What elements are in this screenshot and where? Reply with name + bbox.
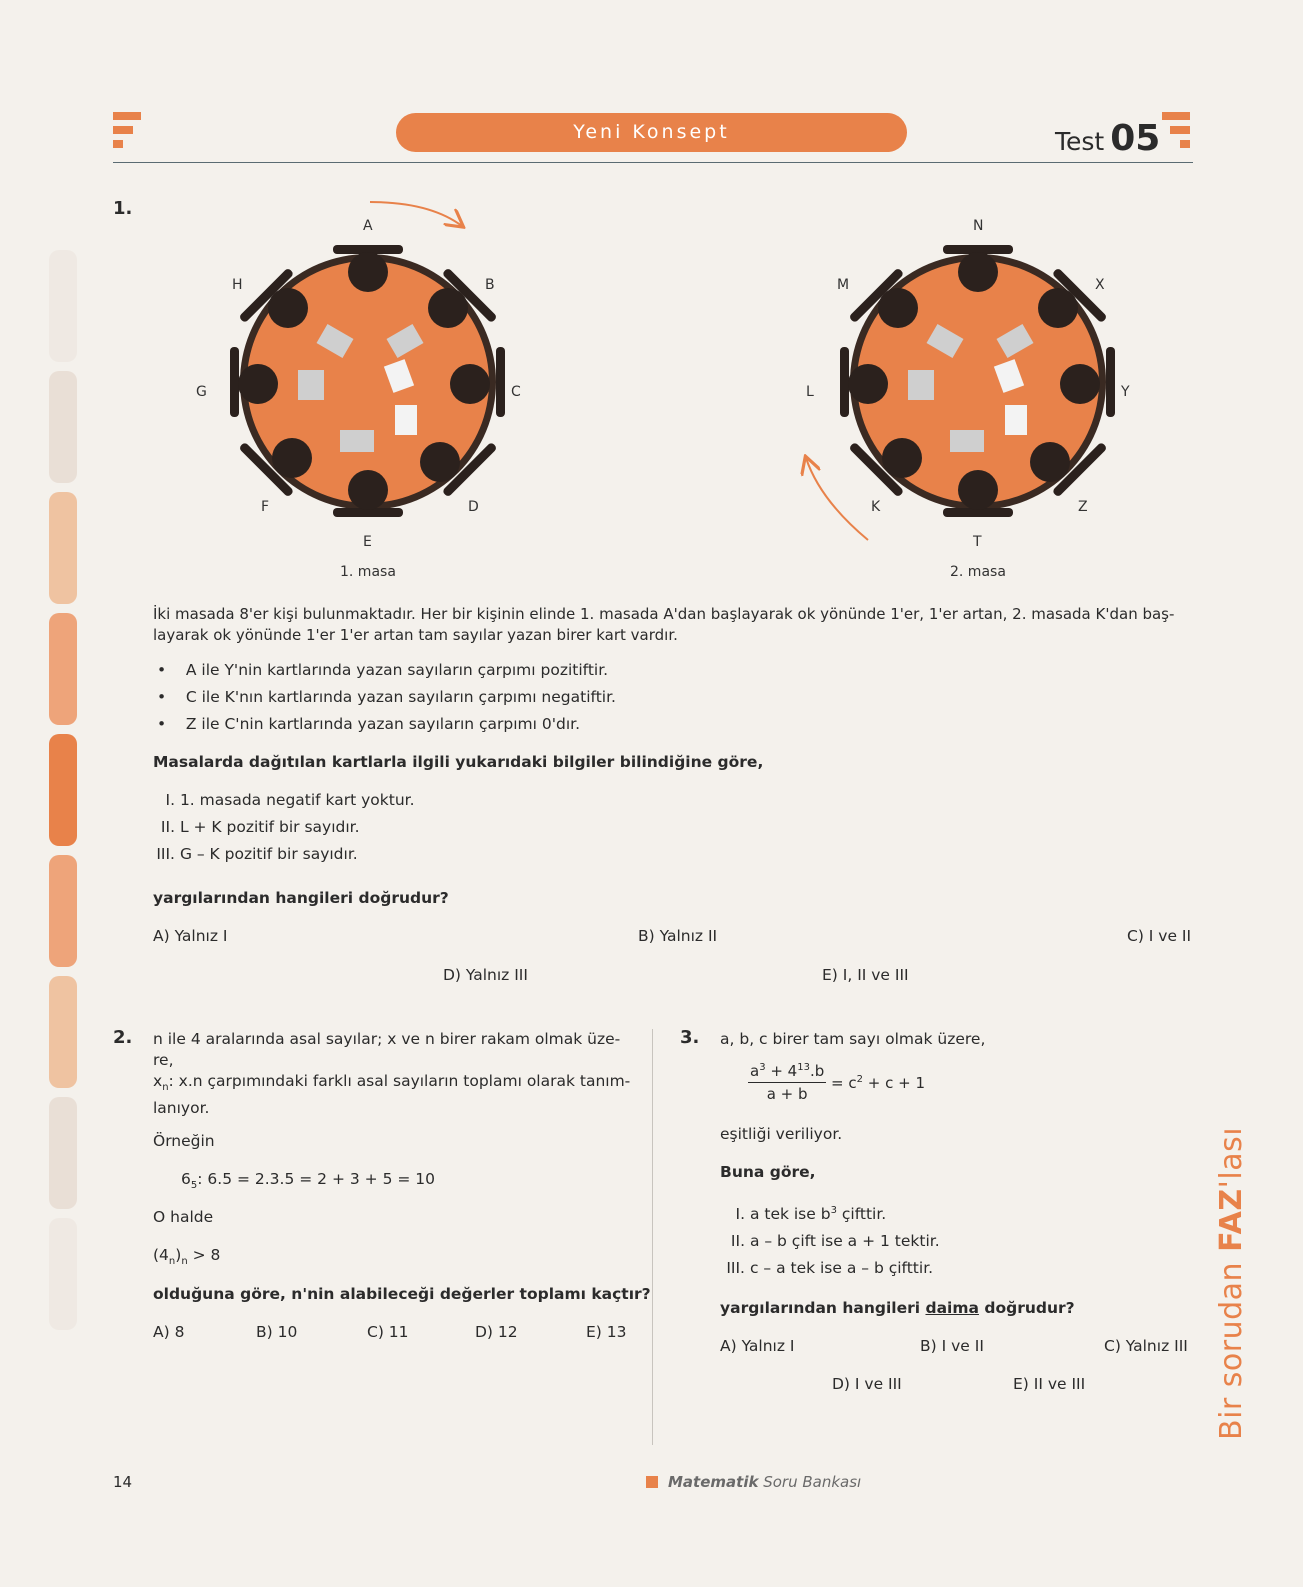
- q2-line: lanıyor.: [153, 1099, 210, 1118]
- statement-item: II. a – b çift ise a + 1 tektir.: [730, 1232, 940, 1251]
- question-2-question: olduğuna göre, n'nin alabileceği değerler toplamı kaçtır?: [153, 1285, 651, 1303]
- q3-option-c[interactable]: C) Yalnız III: [1104, 1337, 1188, 1355]
- side-tab-4: [49, 613, 77, 725]
- seat-label-B: B: [485, 277, 495, 293]
- seat-label-L: L: [806, 384, 814, 400]
- question-1-bullets: [157, 660, 616, 735]
- q1-option-a[interactable]: A) Yalnız I: [153, 927, 228, 945]
- q3-option-e[interactable]: E) II ve III: [1013, 1375, 1086, 1393]
- question-2-example: $6_5$: 6.5 = 2.3.5 = 2 + 3 + 5 = 10: [181, 1170, 436, 1192]
- bullet-item: • A ile Y'nin kartlarında yazan sayıların çarpımı pozitiftir.: [157, 661, 609, 679]
- statement-item: II. L + K pozitif bir sayıdır.: [160, 818, 360, 836]
- question-3-equation: [748, 1062, 925, 1103]
- side-tab-1: [49, 250, 77, 362]
- side-tab-7: [49, 976, 77, 1088]
- question-3-intro: a, b, c birer tam sayı olmak üzere,: [720, 1030, 986, 1048]
- table-2-illustration: [800, 190, 1160, 590]
- q2-line: re,: [153, 1051, 174, 1069]
- brand-logo-left-icon: [113, 112, 143, 152]
- book-title: Matematik Soru Bankası: [646, 1473, 861, 1491]
- q2-option-c[interactable]: C) 11: [367, 1323, 409, 1341]
- q3-option-a[interactable]: A) Yalnız I: [720, 1337, 795, 1355]
- seat-label-M: M: [837, 277, 850, 293]
- question-1-prompt: Masalarda dağıtılan kartlarla ilgili yukarıdaki bilgiler bilindiğine göre,: [153, 753, 764, 771]
- table-1-caption: 1. masa: [340, 564, 396, 580]
- bullet-item: • C ile K'nın kartlarında yazan sayıların çarpımı negatiftir.: [157, 688, 616, 706]
- question-2-example-label: Örneğin: [153, 1132, 215, 1150]
- statement-item: I. a tek ise $b^3$ çifttir.: [735, 1205, 887, 1224]
- seat-label-G: G: [196, 384, 207, 400]
- vertical-brand-slogan: Bir sorudan FAZ'lası: [1214, 1126, 1249, 1440]
- side-tab-8: [49, 1097, 77, 1209]
- question-3-given: eşitliği veriliyor.: [720, 1125, 843, 1143]
- q3-option-d[interactable]: D) I ve III: [832, 1375, 902, 1393]
- seat-label-Y: Y: [1121, 384, 1130, 400]
- equation-numerator: $a^3 + 4^{13}.b$: [748, 1062, 826, 1083]
- side-tab-3: [49, 492, 77, 604]
- table-2-caption: 2. masa: [950, 564, 1006, 580]
- equation-rhs: = $c^2 + c + 1$: [831, 1073, 926, 1092]
- table-1-illustration: [190, 190, 550, 590]
- column-divider: [652, 1029, 653, 1445]
- q2-option-b[interactable]: B) 10: [256, 1323, 298, 1341]
- question-2-intro: [153, 1029, 633, 1119]
- q1-option-e[interactable]: E) I, II ve III: [822, 966, 909, 984]
- q3-option-b[interactable]: B) I ve II: [920, 1337, 984, 1355]
- book-bullet-icon: [646, 1476, 658, 1488]
- q1-option-c[interactable]: C) I ve II: [1127, 927, 1192, 945]
- side-tab-5: [49, 734, 77, 846]
- test-number: 05: [1110, 118, 1161, 159]
- q2-option-a[interactable]: A) 8: [153, 1323, 185, 1341]
- q2-line: n ile 4 aralarında asal sayılar; x ve n birer rakam olmak üze-: [153, 1030, 621, 1048]
- direction-arrow-1: [370, 202, 462, 226]
- statement-item: III. G – K pozitif bir sayıdır.: [156, 845, 358, 863]
- question-1-intro: [153, 604, 1193, 646]
- test-label: [1055, 118, 1160, 159]
- q2-option-d[interactable]: D) 12: [475, 1323, 518, 1341]
- q2-option-e[interactable]: E) 13: [586, 1323, 627, 1341]
- direction-arrow-2: [806, 458, 868, 540]
- equation-denominator: a + b: [766, 1085, 808, 1103]
- question-3-prompt: Buna göre,: [720, 1163, 816, 1181]
- seat-label-Z: Z: [1078, 499, 1088, 515]
- question-1-intro-line-2: layarak ok yönünde 1'er 1'er artan tam sayılar yazan birer kart vardır.: [153, 626, 678, 644]
- question-1-statements: [153, 790, 415, 865]
- question-2-condition: $(4_n)_n > 8$: [153, 1246, 221, 1268]
- side-tab-2: [49, 371, 77, 483]
- question-3-question: yargılarından hangileri daima doğrudur?: [720, 1299, 1075, 1317]
- side-tab-9: [49, 1218, 77, 1330]
- seat-label-N: N: [973, 218, 984, 234]
- question-1-question: yargılarından hangileri doğrudur?: [153, 889, 449, 907]
- statement-item: III. c – a tek ise a – b çifttir.: [726, 1259, 934, 1278]
- seat-label-H: H: [232, 277, 243, 293]
- seat-label-C: C: [511, 384, 521, 400]
- section-title-pill: Yeni Konsept: [396, 113, 907, 152]
- q1-option-b[interactable]: B) Yalnız II: [638, 927, 718, 945]
- statement-item: I. 1. masada negatif kart yoktur.: [165, 791, 415, 809]
- q1-option-d[interactable]: D) Yalnız III: [443, 966, 528, 984]
- header-divider: [113, 162, 1193, 163]
- question-2-then: O halde: [153, 1208, 214, 1226]
- seat-label-X: X: [1095, 277, 1105, 293]
- bullet-item: • Z ile C'nin kartlarında yazan sayıların çarpımı 0'dır.: [157, 715, 581, 733]
- seat-label-D: D: [468, 499, 479, 515]
- question-1-number: 1.: [113, 198, 133, 219]
- seat-label-E: E: [363, 534, 372, 550]
- q2-line: $x_n$: x.n çarpımındaki farklı asal sayıların toplamı olarak tanım-: [153, 1072, 631, 1094]
- question-3-statements: [723, 1200, 940, 1279]
- seat-label-K: K: [871, 499, 881, 515]
- question-3-number: 3.: [680, 1027, 700, 1048]
- brand-logo-right-icon: [1162, 112, 1192, 152]
- seat-label-T: T: [973, 534, 982, 550]
- seat-label-A: A: [363, 218, 373, 234]
- question-2-number: 2.: [113, 1027, 133, 1048]
- question-1-intro-line-1: İki masada 8'er kişi bulunmaktadır. Her bir kişinin elinde 1. masada A'dan başlayarak ok yönünde 1'er, 1'er artan, 2. masada K'dan baş-: [153, 605, 1175, 623]
- side-tab-6: [49, 855, 77, 967]
- page-number: 14: [113, 1473, 133, 1491]
- seat-label-F: F: [261, 499, 270, 515]
- test-word: Test: [1055, 127, 1105, 156]
